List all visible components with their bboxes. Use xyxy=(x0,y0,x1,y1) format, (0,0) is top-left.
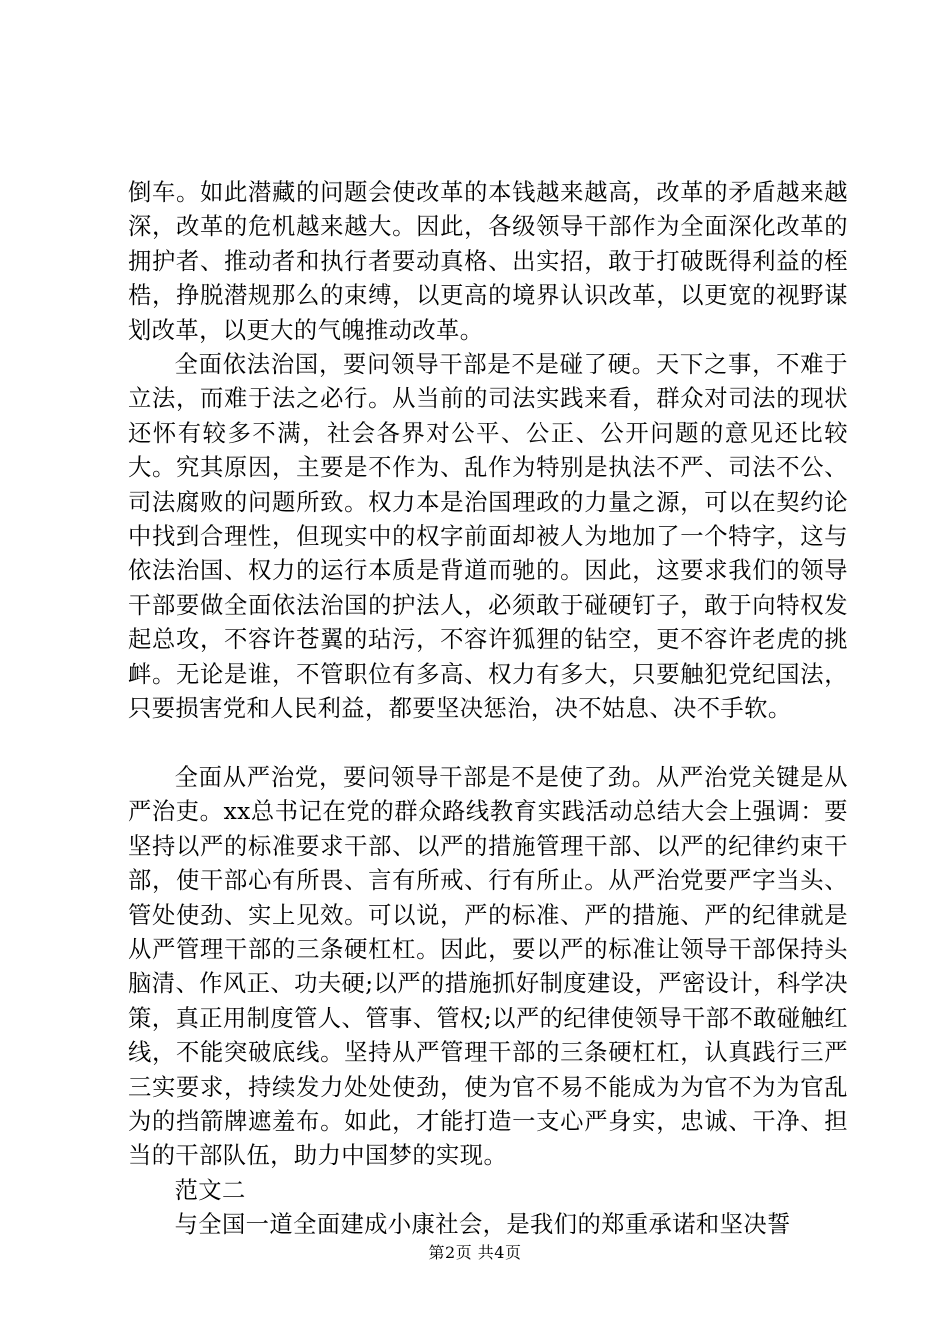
paragraph-reform-continuation: 倒车。如此潜藏的问题会使改革的本钱越来越高，改革的矛盾越来越深，改革的危机越来越大。因此，各级领导干部作为全面深化改革的拥护者、推动者和执行者要动真格、出实招，敢于打破既得利益的桎梏，挣脱潜规那么的束缚，以更高的境界认识改革，以更宽的视野谋划改革，以更大的气魄推动改革。 xyxy=(128,179,848,344)
page-footer xyxy=(0,1243,950,1263)
document-body xyxy=(128,176,848,1243)
page-number-label: 第2页 共4页 xyxy=(428,1243,522,1262)
paragraph-rule-of-law: 全面依法治国，要问领导干部是不是碰了硬。天下之事，不难于立法，而难于法之必行。从当前的司法实践来看，群众对司法的现状还怀有较多不满，社会各界对公平、公正、公开问题的意见还比较大。究其原因，主要是不作为、乱作为特别是执法不严、司法不公、司法腐败的问题所致。权力本是治国理政的力量之源，可以在契约论中找到合理性，但现实中的权字前面却被人为地加了一个特字，这与依法治国、权力的运行本质是背道而驰的。因此，这要求我们的领导干部要做全面依法治国的护法人，必须敢于碰硬钉子，敢于向特权发起总攻，不容许苍翼的玷污，不容许狐狸的钻空，更不容许老虎的挑衅。无论是谁，不管职位有多高、权力有多大，只要触犯党纪国法，只要损害党和人民利益，都要坚决惩治，决不姑息、决不手软。 xyxy=(128,351,848,723)
section-heading-sample-two: 范文二 xyxy=(174,1176,246,1204)
paragraph-party-discipline: 全面从严治党，要问领导干部是不是使了劲。从严治党关键是从严治吏。xx总书记在党的群众路线教育实践活动总结大会上强调：要坚持以严的标准要求干部、以严的措施管理干部、以严的纪律约束干部，使干部心有所畏、言有所戒、行有所止。从严治党要严字当头、管处使劲、实上见效。可以说，严的标准、严的措施、严的纪律就是从严管理干部的三条硬杠杠。因此，要以严的标准让领导干部保持头脑清、作风正、功夫硬;以严的措施抓好制度建设，严密设计，科学决策，真正用制度管人、管事、管权;以严的纪律使领导干部不敢碰触红线，不能突破底线。坚持从严管理干部的三条硬杠杠，认真践行三严三实要求，持续发力处处使劲，使为官不易不能成为为官不为为官乱为的挡箭牌遮羞布。如此，才能打造一支心严身实，忠诚、干净、担当的干部队伍，助力中国梦的实现。 xyxy=(128,763,848,1170)
paragraph-spacer xyxy=(128,727,848,761)
paragraph-sample-two-opening: 与全国一道全面建成小康社会，是我们的郑重承诺和坚决誓 xyxy=(174,1211,791,1239)
